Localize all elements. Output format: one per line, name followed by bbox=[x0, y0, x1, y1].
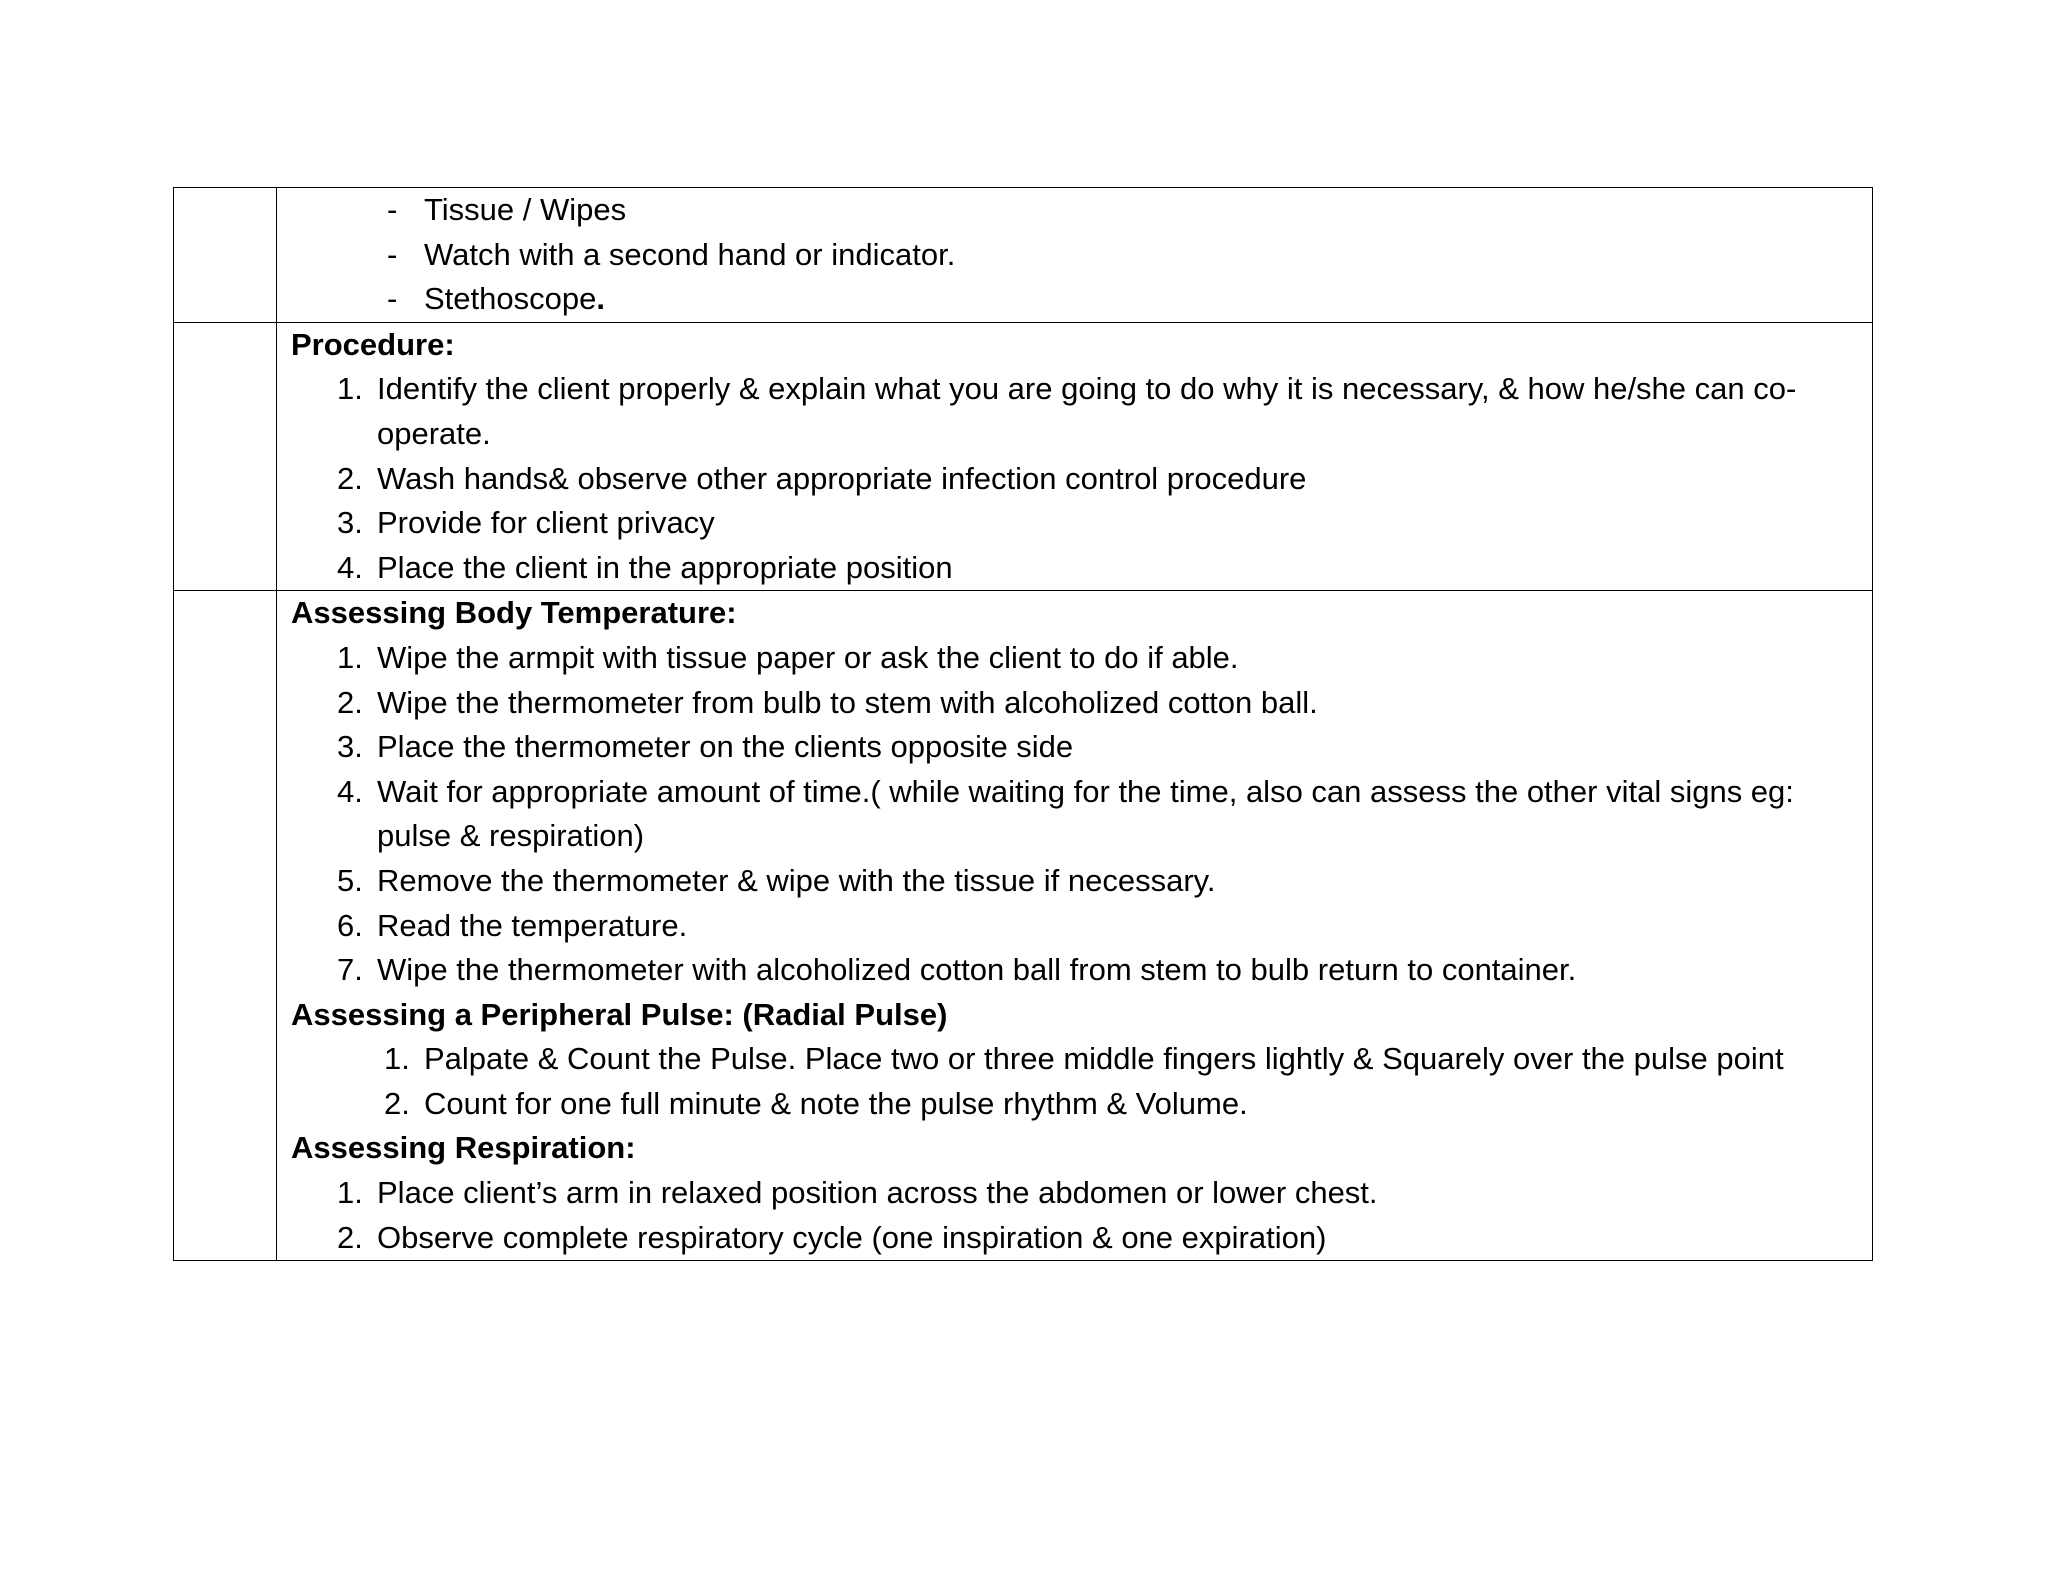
list-item bbox=[291, 904, 1860, 949]
list-item-text: Stethoscope bbox=[424, 281, 597, 317]
step-text: Place the thermometer on the clients opposite side bbox=[377, 729, 1074, 765]
step-number: 3. bbox=[337, 729, 363, 765]
list-item bbox=[291, 457, 1860, 502]
list-item bbox=[291, 546, 1860, 591]
step-text: Wipe the thermometer with alcoholized cotton ball from stem to bulb return to container. bbox=[377, 952, 1577, 988]
step-number: 4. bbox=[337, 549, 363, 585]
step-number: 5. bbox=[337, 862, 363, 898]
dash-marker: - bbox=[387, 236, 398, 272]
list-item bbox=[291, 1216, 1860, 1261]
list-item-suffix: . bbox=[596, 281, 605, 317]
step-text: Read the temperature. bbox=[377, 907, 688, 943]
list-item bbox=[291, 770, 1860, 859]
list-item bbox=[291, 1171, 1860, 1216]
step-number: 6. bbox=[337, 907, 363, 943]
list-item bbox=[291, 636, 1860, 681]
section-heading: Procedure: bbox=[291, 326, 455, 362]
section-heading: Assessing Respiration: bbox=[291, 1130, 636, 1166]
step-text: Wipe the armpit with tissue paper or ask the client to do if able. bbox=[377, 639, 1239, 675]
step-text: Provide for client privacy bbox=[377, 505, 715, 541]
step-number: 3. bbox=[337, 505, 363, 541]
section-heading: Assessing Body Temperature: bbox=[291, 595, 737, 631]
step-number: 1. bbox=[337, 371, 363, 407]
step-number: 2. bbox=[337, 684, 363, 720]
list-item bbox=[291, 233, 1860, 278]
row-number-cell bbox=[174, 322, 277, 591]
list-item bbox=[291, 859, 1860, 904]
list-item bbox=[291, 725, 1860, 770]
step-text: Observe complete respiratory cycle (one inspiration & one expiration) bbox=[377, 1219, 1327, 1255]
step-number: 2. bbox=[337, 460, 363, 496]
step-number: 2. bbox=[384, 1085, 410, 1121]
step-text: Wipe the thermometer from bulb to stem with alcoholized cotton ball. bbox=[377, 684, 1318, 720]
equipment-cell bbox=[277, 188, 1873, 323]
equipment-row bbox=[174, 188, 1873, 323]
list-item bbox=[291, 501, 1860, 546]
step-number: 1. bbox=[384, 1041, 410, 1077]
list-item bbox=[291, 277, 1860, 322]
step-number: 1. bbox=[337, 639, 363, 675]
procedure-table bbox=[173, 187, 1873, 1261]
assessment-cell bbox=[277, 591, 1873, 1261]
step-text: Palpate & Count the Pulse. Place two or three middle fingers lightly & Squarely over the pulse point bbox=[424, 1041, 1784, 1077]
step-text: Count for one full minute & note the pulse rhythm & Volume. bbox=[424, 1085, 1248, 1121]
list-item bbox=[291, 367, 1860, 456]
list-item bbox=[291, 1082, 1860, 1127]
step-text: Wash hands& observe other appropriate infection control procedure bbox=[377, 460, 1307, 496]
section-heading: Assessing a Peripheral Pulse: (Radial Pulse) bbox=[291, 996, 948, 1032]
step-text: Remove the thermometer & wipe with the tissue if necessary. bbox=[377, 862, 1216, 898]
list-item bbox=[291, 188, 1860, 233]
step-number: 2. bbox=[337, 1219, 363, 1255]
row-number-cell bbox=[174, 591, 277, 1261]
list-item-text: Watch with a second hand or indicator. bbox=[424, 236, 956, 272]
step-number: 1. bbox=[337, 1175, 363, 1211]
list-item bbox=[291, 681, 1860, 726]
equipment-list bbox=[277, 188, 1872, 322]
assessment-content bbox=[277, 591, 1872, 1260]
row-number-cell bbox=[174, 188, 277, 323]
step-number: 4. bbox=[337, 773, 363, 809]
step-text: Wait for appropriate amount of time.( while waiting for the time, also can assess the other vital signs eg: pulse & respiration) bbox=[377, 773, 1794, 854]
step-text: Identify the client properly & explain what you are going to do why it is necessary, & how he/she can co-operate. bbox=[377, 371, 1797, 451]
procedure-content bbox=[277, 323, 1872, 591]
list-item bbox=[291, 948, 1860, 993]
list-item bbox=[291, 1037, 1860, 1082]
step-number: 7. bbox=[337, 952, 363, 988]
procedure-row bbox=[174, 322, 1873, 591]
procedure-cell bbox=[277, 322, 1873, 591]
step-text: Place the client in the appropriate position bbox=[377, 549, 953, 585]
step-text: Place client’s arm in relaxed position across the abdomen or lower chest. bbox=[377, 1175, 1378, 1211]
dash-marker: - bbox=[387, 192, 398, 227]
list-item-text: Tissue / Wipes bbox=[424, 192, 627, 227]
assessment-row bbox=[174, 591, 1873, 1261]
dash-marker: - bbox=[387, 281, 398, 317]
